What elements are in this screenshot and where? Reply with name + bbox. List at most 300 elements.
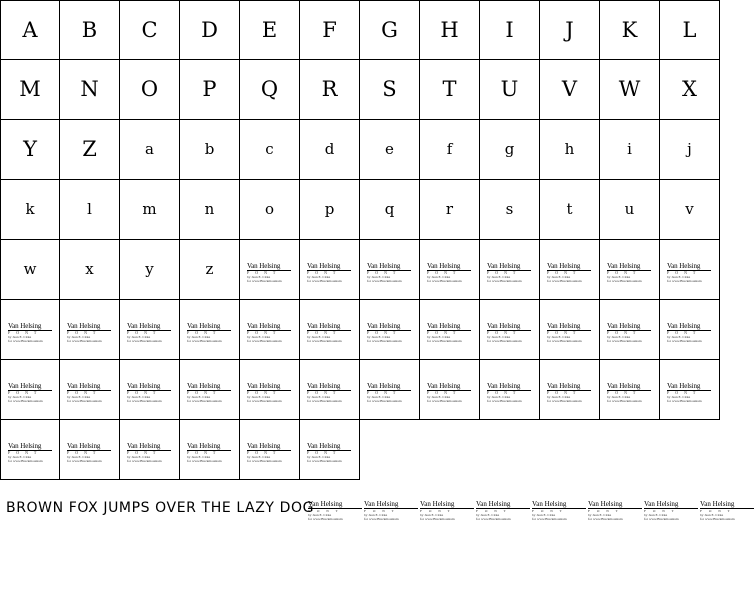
glyph-character: a bbox=[145, 140, 154, 158]
glyph-cell-placeholder bbox=[480, 240, 540, 300]
glyph-cell-lower-c bbox=[240, 120, 300, 180]
font-logo-stamp bbox=[8, 322, 54, 343]
glyph-cell-placeholder bbox=[420, 300, 480, 360]
glyph-cell-placeholder bbox=[360, 360, 420, 420]
stamp-author: by Jean E. Cirka bbox=[367, 335, 391, 339]
glyph-cell-lower-r bbox=[420, 180, 480, 240]
glyph-cell-placeholder bbox=[0, 420, 60, 480]
stamp-subtitle: F O N T bbox=[420, 509, 453, 513]
stamp-site: for www.Blackmountain bbox=[607, 279, 642, 283]
font-logo-stamp bbox=[127, 382, 173, 403]
stamp-title: Van Helsing bbox=[8, 322, 42, 330]
glyph-character: w bbox=[23, 260, 37, 278]
glyph-cell-upper-l bbox=[660, 0, 720, 60]
stamp-subtitle: F O N T bbox=[67, 330, 98, 335]
stamp-site: for www.Blackmountain bbox=[8, 399, 43, 403]
glyph-cell-upper-i bbox=[480, 0, 540, 60]
sample-font-logo-stamp bbox=[532, 501, 588, 521]
stamp-author: by Jean E. Cirka bbox=[307, 275, 331, 279]
stamp-title: Van Helsing bbox=[487, 382, 521, 390]
stamp-title: Van Helsing bbox=[67, 442, 101, 450]
stamp-author: by Jean E. Cirka bbox=[247, 455, 271, 459]
stamp-site: for www.Blackmountain bbox=[247, 399, 282, 403]
glyph-cell-placeholder bbox=[300, 360, 360, 420]
font-logo-stamp bbox=[67, 442, 113, 463]
glyph-character: N bbox=[80, 77, 99, 101]
glyph-cell-lower-d bbox=[300, 120, 360, 180]
glyph-cell-lower-j bbox=[660, 120, 720, 180]
glyph-cell-placeholder bbox=[300, 420, 360, 480]
sample-placeholder-stamps bbox=[308, 500, 735, 521]
stamp-title: Van Helsing bbox=[644, 500, 679, 508]
stamp-author: by Jean E. Cirka bbox=[667, 275, 691, 279]
stamp-title: Van Helsing bbox=[367, 382, 401, 390]
stamp-author: by Jean E. Cirka bbox=[8, 395, 32, 399]
stamp-author: by Jean E. Cirka bbox=[8, 455, 32, 459]
stamp-site: for www.Blackmountain bbox=[547, 279, 582, 283]
font-logo-stamp bbox=[8, 382, 54, 403]
glyph-character: R bbox=[321, 77, 338, 101]
stamp-subtitle: F O N T bbox=[427, 330, 458, 335]
glyph-cell-lower-q bbox=[360, 180, 420, 240]
glyph-cell-lower-v bbox=[660, 180, 720, 240]
glyph-cell-placeholder bbox=[240, 420, 300, 480]
stamp-subtitle: F O N T bbox=[667, 270, 698, 275]
stamp-author: by Jean E. Cirka bbox=[644, 513, 668, 517]
font-logo-stamp bbox=[247, 382, 293, 403]
stamp-title: Van Helsing bbox=[487, 262, 521, 270]
glyph-character: j bbox=[687, 140, 692, 158]
stamp-author: by Jean E. Cirka bbox=[307, 395, 331, 399]
stamp-subtitle: F O N T bbox=[67, 390, 98, 395]
stamp-site: for www.Blackmountain bbox=[67, 339, 102, 343]
glyph-cell-upper-c bbox=[120, 0, 180, 60]
glyph-cell-upper-h bbox=[420, 0, 480, 60]
sample-font-logo-stamp bbox=[700, 501, 756, 521]
stamp-author: by Jean E. Cirka bbox=[367, 275, 391, 279]
sample-font-logo-stamp bbox=[420, 501, 476, 521]
stamp-author: by Jean E. Cirka bbox=[247, 395, 271, 399]
stamp-subtitle: F O N T bbox=[607, 330, 638, 335]
glyph-character: h bbox=[564, 140, 575, 158]
stamp-author: by Jean E. Cirka bbox=[187, 335, 211, 339]
stamp-site: for www.Blackmountain bbox=[487, 279, 522, 283]
stamp-title: Van Helsing bbox=[187, 322, 221, 330]
stamp-subtitle: F O N T bbox=[67, 450, 98, 455]
glyph-character: g bbox=[504, 140, 515, 158]
stamp-title: Van Helsing bbox=[547, 322, 581, 330]
glyph-cell-lower-e bbox=[360, 120, 420, 180]
stamp-author: by Jean E. Cirka bbox=[547, 275, 571, 279]
glyph-character: P bbox=[202, 77, 217, 101]
sample-font-logo-stamp bbox=[588, 501, 644, 521]
stamp-title: Van Helsing bbox=[588, 500, 623, 508]
stamp-title: Van Helsing bbox=[667, 262, 701, 270]
font-logo-stamp bbox=[487, 262, 533, 283]
glyph-character: J bbox=[565, 17, 574, 42]
stamp-author: by Jean E. Cirka bbox=[367, 395, 391, 399]
stamp-site: for www.Blackmountain bbox=[307, 339, 342, 343]
stamp-title: Van Helsing bbox=[476, 500, 511, 508]
glyph-cell-placeholder bbox=[600, 240, 660, 300]
stamp-author: by Jean E. Cirka bbox=[427, 275, 451, 279]
stamp-author: by Jean E. Cirka bbox=[487, 335, 511, 339]
glyph-cell-lower-n bbox=[180, 180, 240, 240]
stamp-subtitle: F O N T bbox=[127, 330, 158, 335]
glyph-cell-placeholder bbox=[600, 360, 660, 420]
stamp-site: for www.Blackmountain bbox=[127, 399, 162, 403]
stamp-subtitle: F O N T bbox=[667, 330, 698, 335]
stamp-author: by Jean E. Cirka bbox=[67, 455, 91, 459]
stamp-subtitle: F O N T bbox=[8, 450, 39, 455]
glyph-cell-lower-a bbox=[120, 120, 180, 180]
stamp-site: for www.Blackmountain bbox=[127, 459, 162, 463]
stamp-subtitle: F O N T bbox=[427, 390, 458, 395]
glyph-cell-lower-p bbox=[300, 180, 360, 240]
font-logo-stamp bbox=[427, 382, 473, 403]
stamp-title: Van Helsing bbox=[67, 322, 101, 330]
font-logo-stamp bbox=[667, 382, 713, 403]
glyph-character: I bbox=[505, 17, 514, 42]
stamp-subtitle: F O N T bbox=[308, 509, 341, 513]
stamp-site: for www.Blackmountain bbox=[607, 399, 642, 403]
stamp-title: Van Helsing bbox=[307, 322, 341, 330]
stamp-author: by Jean E. Cirka bbox=[127, 335, 151, 339]
glyph-character: X bbox=[682, 77, 697, 101]
glyph-cell-placeholder bbox=[480, 360, 540, 420]
stamp-site: for www.Blackmountain bbox=[364, 517, 399, 521]
stamp-subtitle: F O N T bbox=[247, 270, 278, 275]
glyph-cell-upper-w bbox=[600, 60, 660, 120]
stamp-site: for www.Blackmountain bbox=[247, 459, 282, 463]
stamp-site: for www.Blackmountain bbox=[367, 399, 402, 403]
glyph-character: U bbox=[500, 77, 519, 101]
glyph-character: M bbox=[19, 77, 41, 101]
stamp-site: for www.Blackmountain bbox=[308, 517, 343, 521]
stamp-site: for www.Blackmountain bbox=[607, 339, 642, 343]
glyph-character: O bbox=[140, 77, 159, 101]
stamp-author: by Jean E. Cirka bbox=[607, 395, 631, 399]
stamp-site: for www.Blackmountain bbox=[247, 339, 282, 343]
stamp-author: by Jean E. Cirka bbox=[607, 275, 631, 279]
glyph-cell-upper-j bbox=[540, 0, 600, 60]
stamp-author: by Jean E. Cirka bbox=[187, 395, 211, 399]
stamp-subtitle: F O N T bbox=[127, 450, 158, 455]
stamp-subtitle: F O N T bbox=[307, 270, 338, 275]
stamp-site: for www.Blackmountain bbox=[487, 339, 522, 343]
font-logo-stamp bbox=[547, 262, 593, 283]
stamp-title: Van Helsing bbox=[247, 322, 281, 330]
sample-text: BROWN FOX JUMPS OVER THE LAZY DOG bbox=[6, 500, 315, 516]
stamp-author: by Jean E. Cirka bbox=[547, 335, 571, 339]
glyph-cell-lower-f bbox=[420, 120, 480, 180]
sample-font-logo-stamp bbox=[476, 501, 532, 521]
glyph-character: k bbox=[25, 200, 35, 218]
stamp-site: for www.Blackmountain bbox=[367, 279, 402, 283]
glyph-cell-placeholder bbox=[480, 300, 540, 360]
stamp-title: Van Helsing bbox=[127, 322, 161, 330]
glyph-cell-placeholder bbox=[360, 300, 420, 360]
glyph-character: z bbox=[205, 260, 214, 278]
stamp-site: for www.Blackmountain bbox=[307, 399, 342, 403]
glyph-character: f bbox=[446, 140, 453, 158]
glyph-cell-upper-n bbox=[60, 60, 120, 120]
font-logo-stamp bbox=[187, 382, 233, 403]
glyph-cell-upper-k bbox=[600, 0, 660, 60]
glyph-character: i bbox=[627, 140, 632, 158]
stamp-author: by Jean E. Cirka bbox=[308, 513, 332, 517]
glyph-character: v bbox=[685, 200, 694, 218]
stamp-title: Van Helsing bbox=[127, 442, 161, 450]
glyph-cell-upper-s bbox=[360, 60, 420, 120]
sample-font-logo-stamp bbox=[644, 501, 700, 521]
glyph-cell-upper-f bbox=[300, 0, 360, 60]
stamp-title: Van Helsing bbox=[607, 262, 641, 270]
glyph-cell-upper-u bbox=[480, 60, 540, 120]
glyph-character: Q bbox=[260, 77, 279, 101]
stamp-site: for www.Blackmountain bbox=[127, 339, 162, 343]
stamp-site: for www.Blackmountain bbox=[307, 279, 342, 283]
stamp-site: for www.Blackmountain bbox=[67, 399, 102, 403]
glyph-character: d bbox=[324, 140, 335, 158]
glyph-cell-placeholder bbox=[240, 360, 300, 420]
glyph-cell-placeholder bbox=[240, 300, 300, 360]
glyph-cell-placeholder bbox=[300, 300, 360, 360]
font-logo-stamp bbox=[607, 382, 653, 403]
stamp-subtitle: F O N T bbox=[547, 390, 578, 395]
font-logo-stamp bbox=[487, 322, 533, 343]
stamp-subtitle: F O N T bbox=[607, 390, 638, 395]
stamp-subtitle: F O N T bbox=[367, 330, 398, 335]
glyph-character: x bbox=[85, 260, 94, 278]
glyph-character: p bbox=[324, 200, 335, 218]
font-logo-stamp bbox=[67, 382, 113, 403]
glyph-character: o bbox=[264, 200, 275, 218]
glyph-character: G bbox=[381, 17, 398, 42]
font-logo-stamp bbox=[307, 322, 353, 343]
stamp-title: Van Helsing bbox=[547, 262, 581, 270]
glyph-cell-placeholder bbox=[540, 240, 600, 300]
glyph-character: m bbox=[142, 200, 157, 218]
stamp-title: Van Helsing bbox=[667, 382, 701, 390]
font-logo-stamp bbox=[367, 322, 413, 343]
glyph-character: L bbox=[682, 17, 697, 42]
font-logo-stamp bbox=[307, 442, 353, 463]
stamp-author: by Jean E. Cirka bbox=[420, 513, 444, 517]
glyph-cell-placeholder bbox=[600, 300, 660, 360]
glyph-character: u bbox=[624, 200, 635, 218]
stamp-title: Van Helsing bbox=[247, 382, 281, 390]
stamp-title: Van Helsing bbox=[187, 442, 221, 450]
glyph-character: s bbox=[505, 200, 514, 218]
font-logo-stamp bbox=[427, 322, 473, 343]
glyph-character: n bbox=[204, 200, 215, 218]
glyph-cell-placeholder bbox=[180, 420, 240, 480]
glyph-character: b bbox=[204, 140, 215, 158]
stamp-site: for www.Blackmountain bbox=[247, 279, 282, 283]
glyph-cell-lower-b bbox=[180, 120, 240, 180]
stamp-author: by Jean E. Cirka bbox=[667, 335, 691, 339]
stamp-subtitle: F O N T bbox=[367, 270, 398, 275]
glyph-cell-placeholder bbox=[300, 240, 360, 300]
stamp-title: Van Helsing bbox=[420, 500, 455, 508]
stamp-title: Van Helsing bbox=[367, 262, 401, 270]
glyph-cell-placeholder bbox=[120, 300, 180, 360]
glyph-cell-placeholder bbox=[540, 300, 600, 360]
stamp-subtitle: F O N T bbox=[487, 330, 518, 335]
stamp-title: Van Helsing bbox=[427, 322, 461, 330]
glyph-cell-placeholder bbox=[420, 240, 480, 300]
stamp-title: Van Helsing bbox=[247, 442, 281, 450]
font-logo-stamp bbox=[427, 262, 473, 283]
font-logo-stamp bbox=[67, 322, 113, 343]
glyph-cell-placeholder bbox=[0, 300, 60, 360]
stamp-site: for www.Blackmountain bbox=[476, 517, 511, 521]
stamp-title: Van Helsing bbox=[308, 500, 343, 508]
stamp-author: by Jean E. Cirka bbox=[427, 335, 451, 339]
glyph-cell-lower-k bbox=[0, 180, 60, 240]
font-logo-stamp bbox=[547, 322, 593, 343]
glyph-cell-upper-b bbox=[60, 0, 120, 60]
glyph-cell-upper-p bbox=[180, 60, 240, 120]
stamp-subtitle: F O N T bbox=[476, 509, 509, 513]
stamp-title: Van Helsing bbox=[307, 262, 341, 270]
stamp-author: by Jean E. Cirka bbox=[532, 513, 556, 517]
glyph-cell-upper-t bbox=[420, 60, 480, 120]
stamp-title: Van Helsing bbox=[427, 262, 461, 270]
stamp-author: by Jean E. Cirka bbox=[487, 275, 511, 279]
glyph-cell-upper-m bbox=[0, 60, 60, 120]
glyph-cell-lower-h bbox=[540, 120, 600, 180]
stamp-site: for www.Blackmountain bbox=[487, 399, 522, 403]
glyph-character: E bbox=[261, 17, 278, 42]
stamp-site: for www.Blackmountain bbox=[588, 517, 623, 521]
glyph-cell-upper-o bbox=[120, 60, 180, 120]
glyph-cell-placeholder bbox=[360, 240, 420, 300]
font-logo-stamp bbox=[307, 262, 353, 283]
glyph-character: A bbox=[22, 17, 38, 42]
stamp-subtitle: F O N T bbox=[367, 390, 398, 395]
stamp-author: by Jean E. Cirka bbox=[67, 335, 91, 339]
font-logo-stamp bbox=[367, 262, 413, 283]
stamp-subtitle: F O N T bbox=[532, 509, 565, 513]
stamp-author: by Jean E. Cirka bbox=[547, 395, 571, 399]
glyph-cell-lower-t bbox=[540, 180, 600, 240]
sample-font-logo-stamp bbox=[308, 501, 364, 521]
stamp-site: for www.Blackmountain bbox=[700, 517, 735, 521]
glyph-cell-lower-o bbox=[240, 180, 300, 240]
stamp-site: for www.Blackmountain bbox=[427, 339, 462, 343]
stamp-subtitle: F O N T bbox=[588, 509, 621, 513]
glyph-cell-lower-i bbox=[600, 120, 660, 180]
glyph-cell-placeholder bbox=[60, 420, 120, 480]
stamp-author: by Jean E. Cirka bbox=[8, 335, 32, 339]
stamp-subtitle: F O N T bbox=[307, 330, 338, 335]
stamp-subtitle: F O N T bbox=[427, 270, 458, 275]
glyph-cell-upper-a bbox=[0, 0, 60, 60]
stamp-author: by Jean E. Cirka bbox=[67, 395, 91, 399]
glyph-cell-placeholder bbox=[660, 360, 720, 420]
stamp-author: by Jean E. Cirka bbox=[588, 513, 612, 517]
stamp-site: for www.Blackmountain bbox=[187, 339, 222, 343]
stamp-title: Van Helsing bbox=[187, 382, 221, 390]
stamp-title: Van Helsing bbox=[700, 500, 735, 508]
glyph-cell-upper-g bbox=[360, 0, 420, 60]
stamp-site: for www.Blackmountain bbox=[367, 339, 402, 343]
glyph-character: W bbox=[618, 77, 641, 101]
stamp-subtitle: F O N T bbox=[187, 330, 218, 335]
font-logo-stamp bbox=[247, 262, 293, 283]
font-logo-stamp bbox=[187, 322, 233, 343]
glyph-cell-placeholder bbox=[120, 360, 180, 420]
font-logo-stamp bbox=[8, 442, 54, 463]
stamp-site: for www.Blackmountain bbox=[420, 517, 455, 521]
font-logo-stamp bbox=[247, 322, 293, 343]
stamp-subtitle: F O N T bbox=[8, 390, 39, 395]
glyph-cell-upper-x bbox=[660, 60, 720, 120]
glyph-cell-upper-y bbox=[0, 120, 60, 180]
glyph-cell-placeholder bbox=[420, 360, 480, 420]
stamp-subtitle: F O N T bbox=[487, 270, 518, 275]
font-logo-stamp bbox=[487, 382, 533, 403]
glyph-cell-upper-e bbox=[240, 0, 300, 60]
font-logo-stamp bbox=[667, 322, 713, 343]
stamp-author: by Jean E. Cirka bbox=[700, 513, 724, 517]
stamp-title: Van Helsing bbox=[67, 382, 101, 390]
glyph-character: q bbox=[384, 200, 395, 218]
glyph-cell-lower-s bbox=[480, 180, 540, 240]
glyph-character: c bbox=[265, 140, 274, 158]
sample-font-logo-stamp bbox=[364, 501, 420, 521]
stamp-site: for www.Blackmountain bbox=[667, 339, 702, 343]
stamp-site: for www.Blackmountain bbox=[532, 517, 567, 521]
font-logo-stamp bbox=[547, 382, 593, 403]
stamp-subtitle: F O N T bbox=[700, 509, 733, 513]
glyph-cell-placeholder bbox=[180, 360, 240, 420]
stamp-title: Van Helsing bbox=[364, 500, 399, 508]
stamp-subtitle: F O N T bbox=[127, 390, 158, 395]
glyph-cell-placeholder bbox=[120, 420, 180, 480]
font-logo-stamp bbox=[667, 262, 713, 283]
glyph-cell-placeholder bbox=[0, 360, 60, 420]
stamp-title: Van Helsing bbox=[8, 382, 42, 390]
glyph-cell-lower-z bbox=[180, 240, 240, 300]
stamp-subtitle: F O N T bbox=[547, 330, 578, 335]
stamp-subtitle: F O N T bbox=[247, 390, 278, 395]
stamp-author: by Jean E. Cirka bbox=[667, 395, 691, 399]
stamp-title: Van Helsing bbox=[307, 382, 341, 390]
glyph-cell-placeholder bbox=[660, 240, 720, 300]
glyph-cell-lower-g bbox=[480, 120, 540, 180]
glyph-cell-placeholder bbox=[660, 300, 720, 360]
font-logo-stamp bbox=[187, 442, 233, 463]
stamp-author: by Jean E. Cirka bbox=[127, 395, 151, 399]
glyph-character: H bbox=[440, 17, 459, 42]
glyph-cell-lower-u bbox=[600, 180, 660, 240]
font-logo-stamp bbox=[607, 322, 653, 343]
glyph-character: y bbox=[145, 260, 154, 278]
glyph-cell-placeholder bbox=[60, 360, 120, 420]
stamp-subtitle: F O N T bbox=[187, 390, 218, 395]
glyph-character: K bbox=[621, 17, 638, 42]
glyph-character: t bbox=[566, 200, 573, 218]
stamp-author: by Jean E. Cirka bbox=[364, 513, 388, 517]
stamp-title: Van Helsing bbox=[307, 442, 341, 450]
glyph-character: V bbox=[561, 77, 578, 101]
stamp-subtitle: F O N T bbox=[307, 450, 338, 455]
stamp-site: for www.Blackmountain bbox=[667, 279, 702, 283]
font-logo-stamp bbox=[127, 322, 173, 343]
